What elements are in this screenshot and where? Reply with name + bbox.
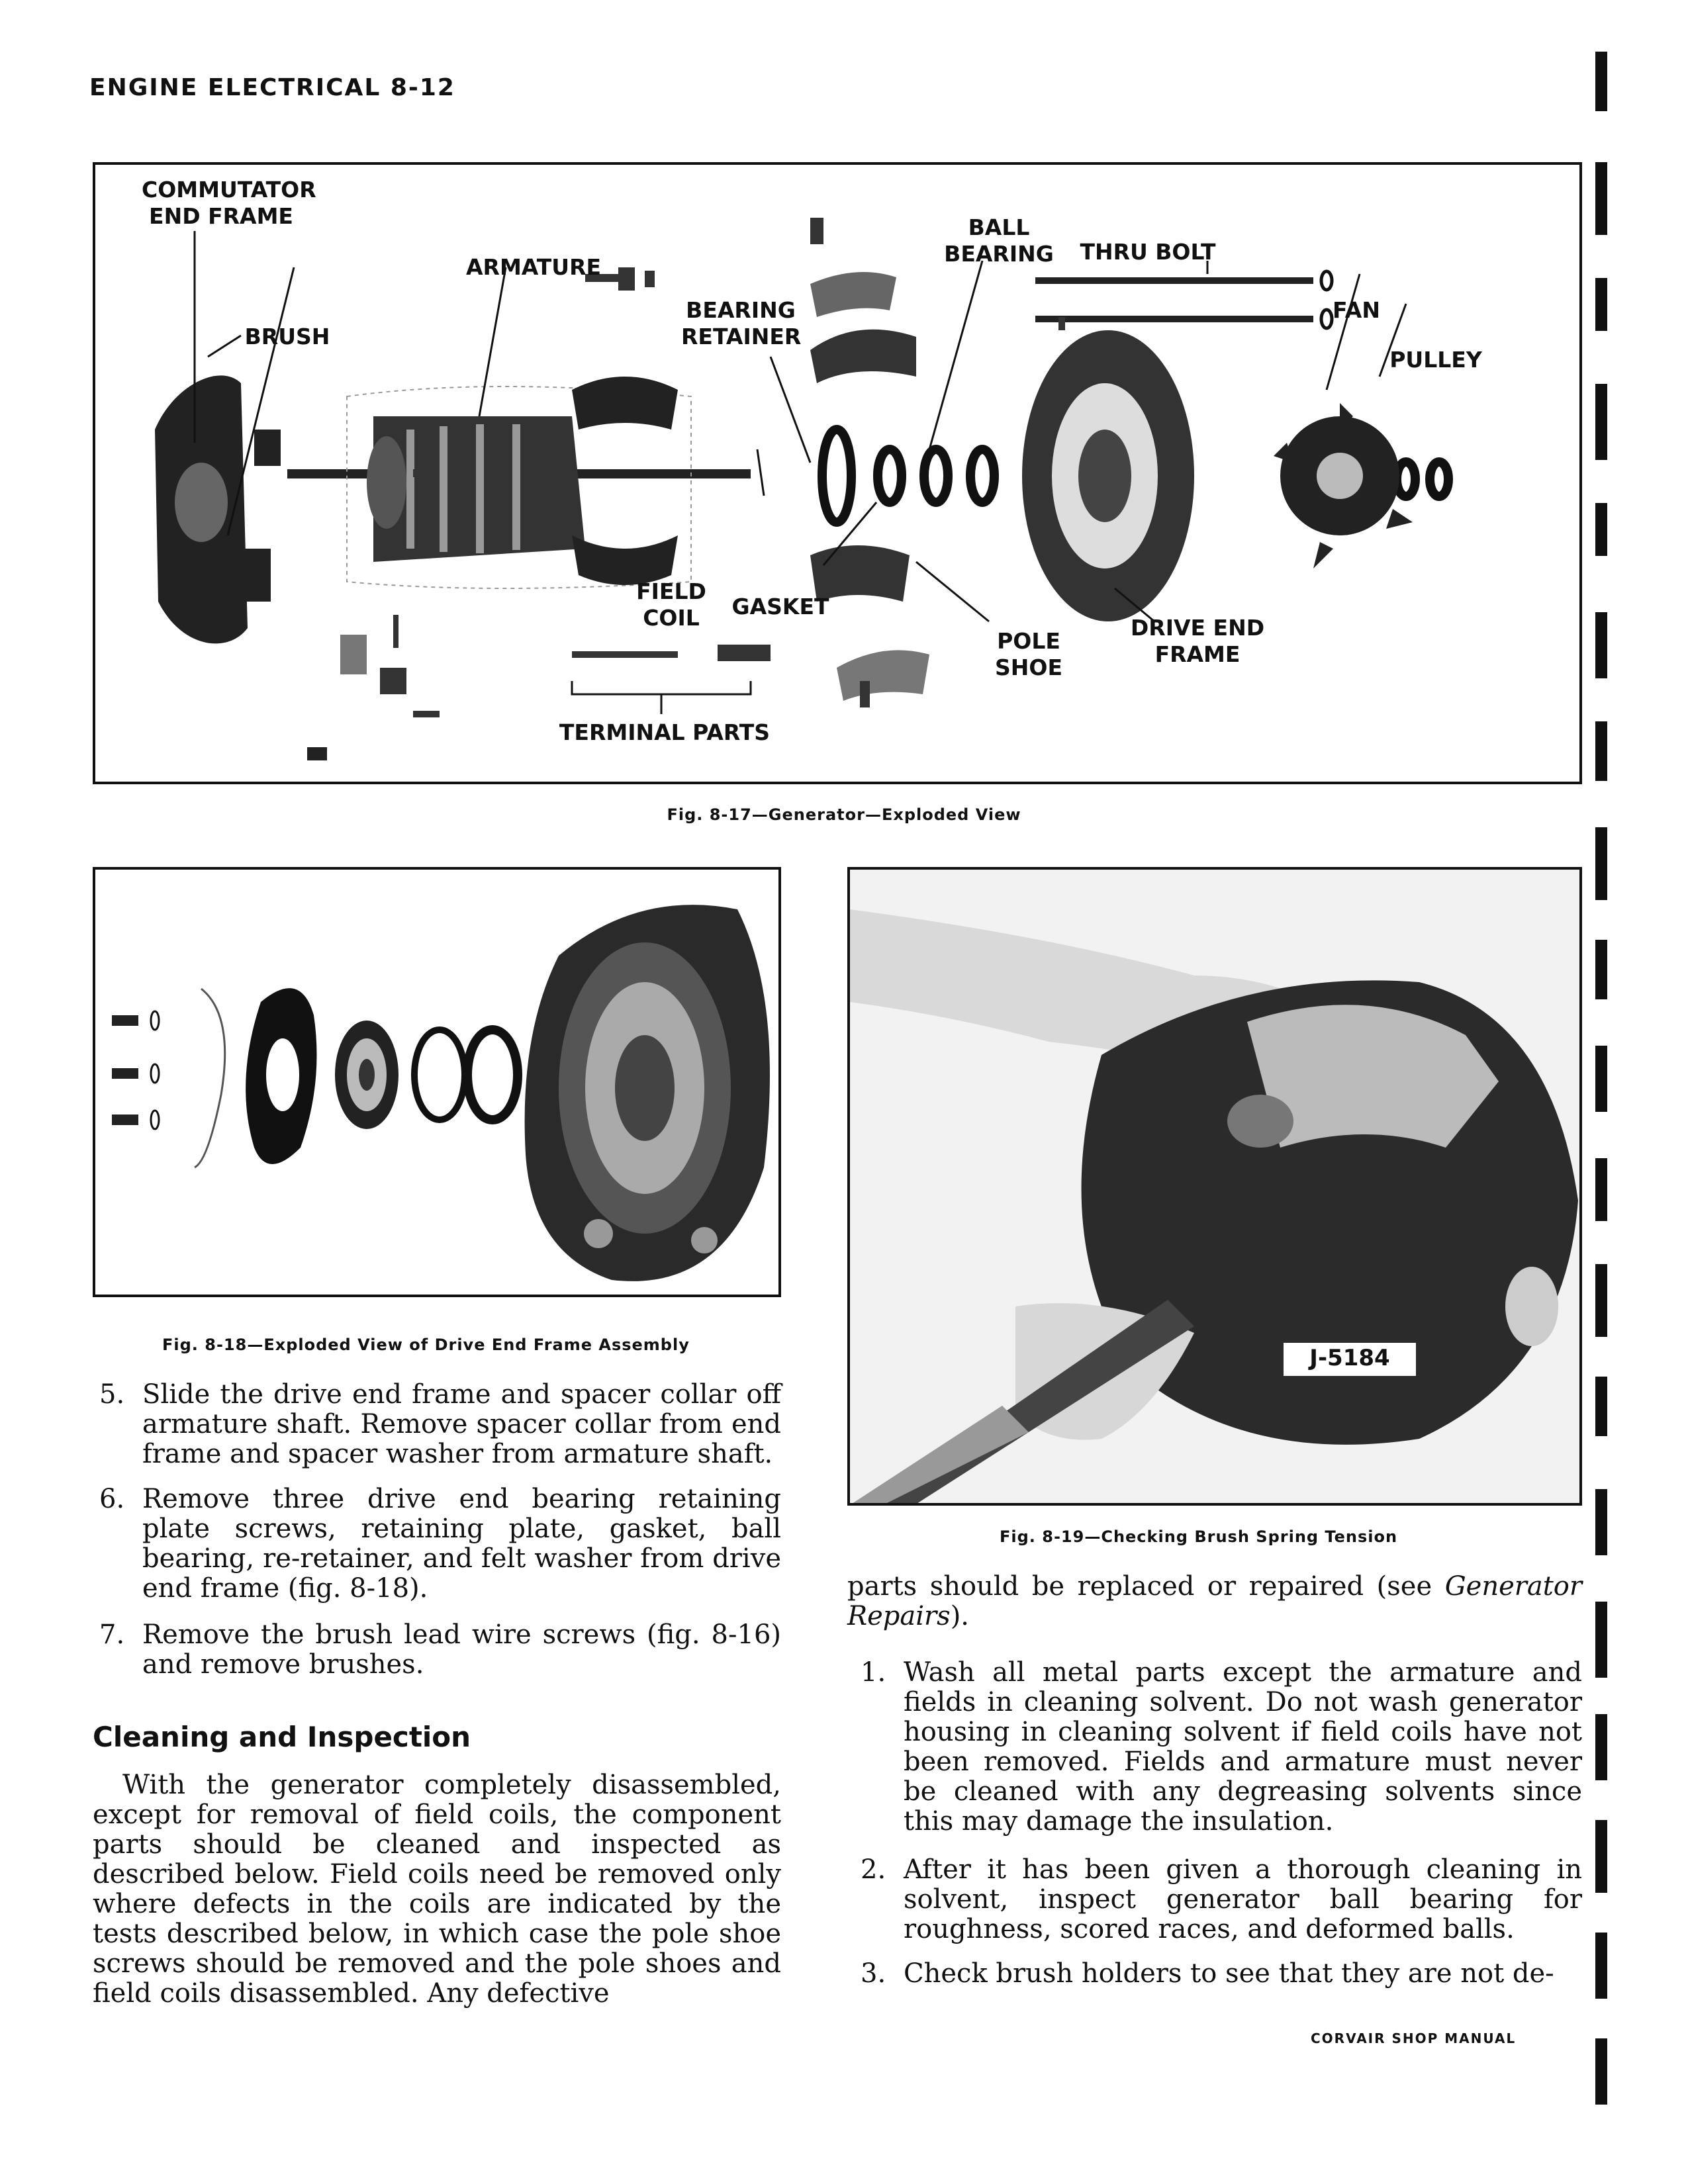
caption-fig-8-18: Fig. 8-18—Exploded View of Drive End Frame Assembly xyxy=(162,1336,690,1354)
list-item-step-3: 3. Check brush holders to see that they are not de- xyxy=(861,1958,1554,1989)
label-ball-bearing: BALL BEARING xyxy=(944,214,1054,267)
label-armature: ARMATURE xyxy=(466,254,602,280)
list-item-step-6: 6. Remove three drive end bearing retaining plate screws, retaining plate, gasket, ball bearing, re-retainer, and felt washer from drive end frame (fig. 8-18). xyxy=(99,1484,781,1604)
generator-exploded-illustration xyxy=(95,165,1582,784)
list-item-step-2: 2. After it has been given a thorough cleaning in solvent, inspect generator ball bearing for roughness, scored races, and deformed balls. xyxy=(861,1854,1582,1944)
caption-fig-8-19: Fig. 8-19—Checking Brush Spring Tension xyxy=(1000,1527,1398,1546)
tool-label-j5184: J-5184 xyxy=(1309,1345,1390,1371)
section-intro-paragraph: With the generator completely disassembled, except for removal of field coils, the component parts should be cleaned and inspected as described below. Field coils need be removed only where defects in the coils are indicated by the tests described below, in which case the pole shoe screws should be removed and the pole shoes and field coils disassembled. Any defective xyxy=(93,1770,781,2009)
figure-8-17 xyxy=(93,162,1582,784)
list-item-step-7: 7. Remove the brush lead wire screws (fig. 8-16) and remove brushes. xyxy=(99,1619,781,1680)
label-drive-end-frame: DRIVE END FRAME xyxy=(1130,615,1265,667)
label-gasket: GASKET xyxy=(731,594,829,619)
figure-8-18 xyxy=(93,867,781,1297)
label-pulley: PULLEY xyxy=(1389,347,1482,373)
continued-paragraph: parts should be replaced or repaired (see Generator Repairs). xyxy=(847,1571,1583,1631)
label-brush: BRUSH xyxy=(244,324,330,349)
drive-end-frame-exploded-illustration xyxy=(95,870,781,1297)
label-field-coil: FIELD COIL xyxy=(636,578,706,631)
brush-spring-tension-photo xyxy=(850,870,1582,1506)
label-bearing-retainer: BEARING RETAINER xyxy=(681,297,802,349)
label-fan: FAN xyxy=(1333,297,1380,323)
label-commutator-end-frame: COMMUTATOR END FRAME xyxy=(142,177,316,229)
page-header: ENGINE ELECTRICAL 8-12 xyxy=(89,74,455,101)
section-heading: Cleaning and Inspection xyxy=(93,1721,471,1753)
caption-fig-8-17: Fig. 8-17—Generator—Exploded View xyxy=(667,805,1021,824)
list-item-step-1: 1. Wash all metal parts except the armature and fields in cleaning solvent. Do not wash generator housing in cleaning solvent if field coils have not been removed. Fields and armature must never be cleaned with any degreasing solvents since this may damage the insulation. xyxy=(861,1657,1582,1837)
figure-8-19 xyxy=(847,867,1582,1506)
footer-manual-title: CORVAIR SHOP MANUAL xyxy=(1311,2030,1517,2046)
label-thru-bolt: THRU BOLT xyxy=(1080,239,1216,265)
list-item-step-5: 5. Slide the drive end frame and spacer collar off armature shaft. Remove spacer collar from end frame and spacer washer from armature shaft. xyxy=(99,1379,781,1469)
label-terminal-parts: TERMINAL PARTS xyxy=(559,719,771,745)
label-pole-shoe: POLE SHOE xyxy=(995,628,1062,680)
